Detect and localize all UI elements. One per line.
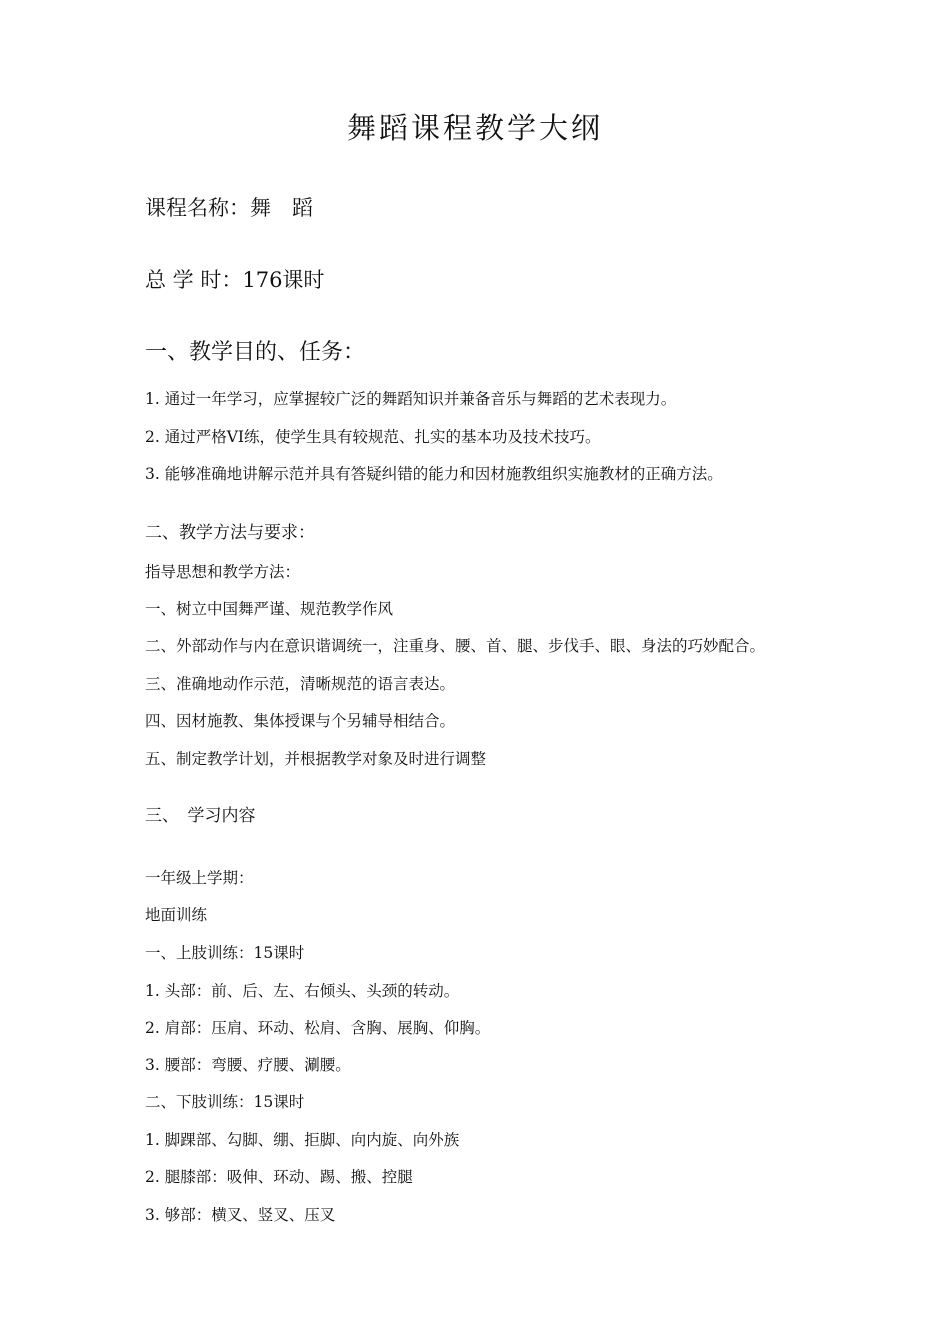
section-1-item-3: 3. 能够准确地讲解示范并具有答疑纠错的能力和因材施教组织实施教材的正确方法。	[145, 465, 723, 483]
section-1-item-1: 1. 通过一年学习，应掌握较广泛的舞蹈知识并兼备音乐与舞蹈的艺术表现力。	[145, 390, 677, 408]
section-2-subheading: 指导思想和教学方法：	[145, 563, 301, 581]
course-name: 课程名称：舞 蹈	[145, 196, 313, 220]
section-3-heading: 三、 学习内容	[145, 806, 256, 826]
group-1-item-1: 1. 头部：前、后、左、右倾头、头颈的转动。	[145, 982, 460, 1000]
section-2-item-3: 三、准确地动作示范，清晰规范的语言表达。	[145, 675, 456, 693]
group-2-item-3: 3. 够部：横叉、竖叉、压叉	[145, 1206, 336, 1224]
total-hours: 总 学 时：176课时	[145, 268, 325, 292]
group-2-item-1: 1. 脚踝部、勾脚、绷、拒脚、向内旋、向外族	[145, 1131, 460, 1149]
group-2-heading: 二、下肢训练：15课时	[145, 1093, 305, 1111]
section-1-heading: 一、教学目的、任务：	[145, 340, 366, 365]
group-1-item-3: 3. 腰部：弯腰、疗腰、涮腰。	[145, 1056, 351, 1074]
section-1-item-2: 2. 通过严格VI练，使学生具有较规范、扎实的基本功及技术技巧。	[145, 428, 601, 446]
section-2-item-5: 五、制定教学计划，并根据教学对象及时进行调整	[145, 750, 487, 768]
group-1-heading: 一、上肢训练：15课时	[145, 944, 305, 962]
section-2-item-2: 二、外部动作与内在意识谐调统一，注重身、腰、首、腿、步伐手、眼、身法的巧妙配合。	[145, 637, 766, 655]
term-label: 一年级上学期：	[145, 869, 254, 887]
section-2-item-1: 一、树立中国舞严谨、规范教学作风	[145, 600, 394, 618]
document-title: 舞蹈课程教学大纲	[346, 111, 603, 145]
group-1-item-2: 2. 肩部：压肩、环动、松肩、含胸、展胸、仰胸。	[145, 1019, 491, 1037]
section-2-item-4: 四、因材施教、集体授课与个另辅导相结合。	[145, 712, 456, 730]
section-2-heading: 二、教学方法与要求：	[145, 523, 315, 543]
group-2-item-2: 2. 腿膝部：吸伸、环动、踢、搬、控腿	[145, 1168, 413, 1186]
category-label: 地面训练	[145, 906, 208, 924]
